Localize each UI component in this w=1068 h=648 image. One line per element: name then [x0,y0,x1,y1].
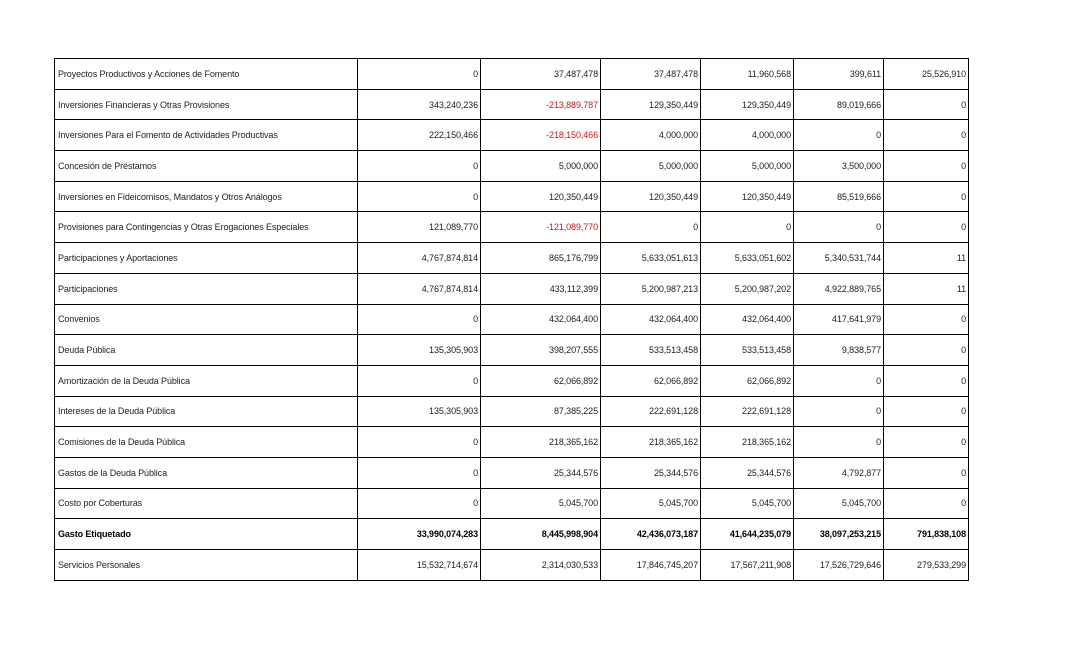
amount-cell: 5,200,987,202 [701,273,794,304]
amount-cell: 0 [358,427,481,458]
amount-cell: 25,344,576 [481,457,601,488]
amount-cell: 5,200,987,213 [601,273,701,304]
amount-cell: 399,611 [794,59,884,90]
amount-cell: 865,176,799 [481,243,601,274]
amount-cell: -213,889,787 [481,89,601,120]
amount-cell: 0 [884,488,969,519]
amount-cell: 120,350,449 [601,181,701,212]
amount-cell: 38,097,253,215 [794,519,884,550]
amount-cell: 0 [884,457,969,488]
row-label: Inversiones en Fideicomisos, Mandatos y Otros Análogos [55,181,358,212]
row-label: Gasto Etiquetado [55,519,358,550]
row-label: Intereses de la Deuda Pública [55,396,358,427]
amount-cell: 62,066,892 [601,365,701,396]
amount-cell: 432,064,400 [481,304,601,335]
row-label: Deuda Pública [55,335,358,366]
table-row [55,273,969,304]
amount-cell: 0 [358,59,481,90]
row-label: Concesión de Préstamos [55,151,358,182]
table-row [55,488,969,519]
amount-cell: 129,350,449 [601,89,701,120]
amount-cell: 0 [701,212,794,243]
amount-cell: 0 [884,427,969,458]
amount-cell: 9,838,577 [794,335,884,366]
table-body [55,59,969,581]
amount-cell: 218,365,162 [601,427,701,458]
amount-cell: 0 [884,151,969,182]
amount-cell: 222,691,128 [701,396,794,427]
amount-cell: 0 [884,181,969,212]
amount-cell: 222,150,466 [358,120,481,151]
amount-cell: 5,045,700 [601,488,701,519]
amount-cell: 279,533,299 [884,550,969,581]
amount-cell: 25,526,910 [884,59,969,90]
table-row [55,181,969,212]
amount-cell: 121,089,770 [358,212,481,243]
amount-cell: 4,922,889,765 [794,273,884,304]
row-label: Proyectos Productivos y Acciones de Fomento [55,59,358,90]
table-row [55,427,969,458]
amount-cell: 0 [358,488,481,519]
amount-cell: 433,112,399 [481,273,601,304]
table-row [55,212,969,243]
amount-cell: 41,644,235,079 [701,519,794,550]
table-row [55,120,969,151]
amount-cell: 417,641,979 [794,304,884,335]
row-label: Gastos de la Deuda Pública [55,457,358,488]
table-row [55,335,969,366]
amount-cell: 89,019,666 [794,89,884,120]
row-label: Inversiones Para el Fomento de Actividades Productivas [55,120,358,151]
amount-cell: 4,767,874,814 [358,273,481,304]
table-row [55,304,969,335]
amount-cell: 15,532,714,674 [358,550,481,581]
table-row [55,550,969,581]
amount-cell: 2,314,030,533 [481,550,601,581]
amount-cell: 85,519,666 [794,181,884,212]
amount-cell: 0 [884,89,969,120]
amount-cell: 218,365,162 [481,427,601,458]
row-label: Inversiones Financieras y Otras Provisiones [55,89,358,120]
amount-cell: 37,487,478 [481,59,601,90]
amount-cell: 5,000,000 [601,151,701,182]
amount-cell: 0 [358,151,481,182]
amount-cell: 4,000,000 [601,120,701,151]
amount-cell: 0 [358,304,481,335]
amount-cell: 17,526,729,646 [794,550,884,581]
amount-cell: 218,365,162 [701,427,794,458]
amount-cell: 0 [884,396,969,427]
amount-cell: 5,340,531,744 [794,243,884,274]
amount-cell: 37,487,478 [601,59,701,90]
table-row [55,243,969,274]
table-row [55,59,969,90]
amount-cell: 5,633,051,602 [701,243,794,274]
amount-cell: 25,344,576 [601,457,701,488]
amount-cell: 17,846,745,207 [601,550,701,581]
amount-cell: 4,792,877 [794,457,884,488]
amount-cell: 135,305,903 [358,335,481,366]
amount-cell: 5,633,051,613 [601,243,701,274]
amount-cell: 222,691,128 [601,396,701,427]
amount-cell: 0 [884,212,969,243]
amount-cell: 0 [884,335,969,366]
amount-cell: 11 [884,243,969,274]
amount-cell: 5,045,700 [794,488,884,519]
row-label: Costo por Coberturas [55,488,358,519]
amount-cell: 8,445,998,904 [481,519,601,550]
amount-cell: 0 [601,212,701,243]
amount-cell: 0 [358,365,481,396]
table-row [55,151,969,182]
amount-cell: 5,000,000 [701,151,794,182]
amount-cell: 11,960,568 [701,59,794,90]
amount-cell: 62,066,892 [701,365,794,396]
amount-cell: 4,000,000 [701,120,794,151]
amount-cell: 25,344,576 [701,457,794,488]
row-label: Amortización de la Deuda Pública [55,365,358,396]
amount-cell: 0 [794,427,884,458]
row-label: Provisiones para Contingencias y Otras Erogaciones Especiales [55,212,358,243]
amount-cell: 129,350,449 [701,89,794,120]
amount-cell: 0 [794,120,884,151]
amount-cell: 0 [884,304,969,335]
amount-cell: 343,240,236 [358,89,481,120]
amount-cell: 0 [794,212,884,243]
amount-cell: 120,350,449 [701,181,794,212]
amount-cell: 5,045,700 [701,488,794,519]
amount-cell: 533,513,458 [601,335,701,366]
amount-cell: 87,385,225 [481,396,601,427]
amount-cell: 17,567,211,908 [701,550,794,581]
row-label: Convenios [55,304,358,335]
amount-cell: 42,436,073,187 [601,519,701,550]
amount-cell: 135,305,903 [358,396,481,427]
amount-cell: -218,150,466 [481,120,601,151]
amount-cell: 3,500,000 [794,151,884,182]
table-row [55,89,969,120]
table-row [55,457,969,488]
amount-cell: 432,064,400 [601,304,701,335]
amount-cell: -121,089,770 [481,212,601,243]
amount-cell: 432,064,400 [701,304,794,335]
amount-cell: 0 [884,120,969,151]
amount-cell: 791,838,108 [884,519,969,550]
amount-cell: 120,350,449 [481,181,601,212]
amount-cell: 398,207,555 [481,335,601,366]
table-row [55,365,969,396]
amount-cell: 33,990,074,283 [358,519,481,550]
table-row [55,396,969,427]
amount-cell: 0 [358,181,481,212]
row-label: Servicios Personales [55,550,358,581]
row-label: Participaciones [55,273,358,304]
amount-cell: 0 [884,365,969,396]
amount-cell: 533,513,458 [701,335,794,366]
amount-cell: 0 [794,396,884,427]
amount-cell: 0 [358,457,481,488]
amount-cell: 62,066,892 [481,365,601,396]
amount-cell: 5,000,000 [481,151,601,182]
amount-cell: 11 [884,273,969,304]
budget-table [54,58,969,581]
amount-cell: 4,767,874,814 [358,243,481,274]
table-row [55,519,969,550]
amount-cell: 5,045,700 [481,488,601,519]
amount-cell: 0 [794,365,884,396]
row-label: Participaciones y Aportaciones [55,243,358,274]
row-label: Comisiones de la Deuda Pública [55,427,358,458]
